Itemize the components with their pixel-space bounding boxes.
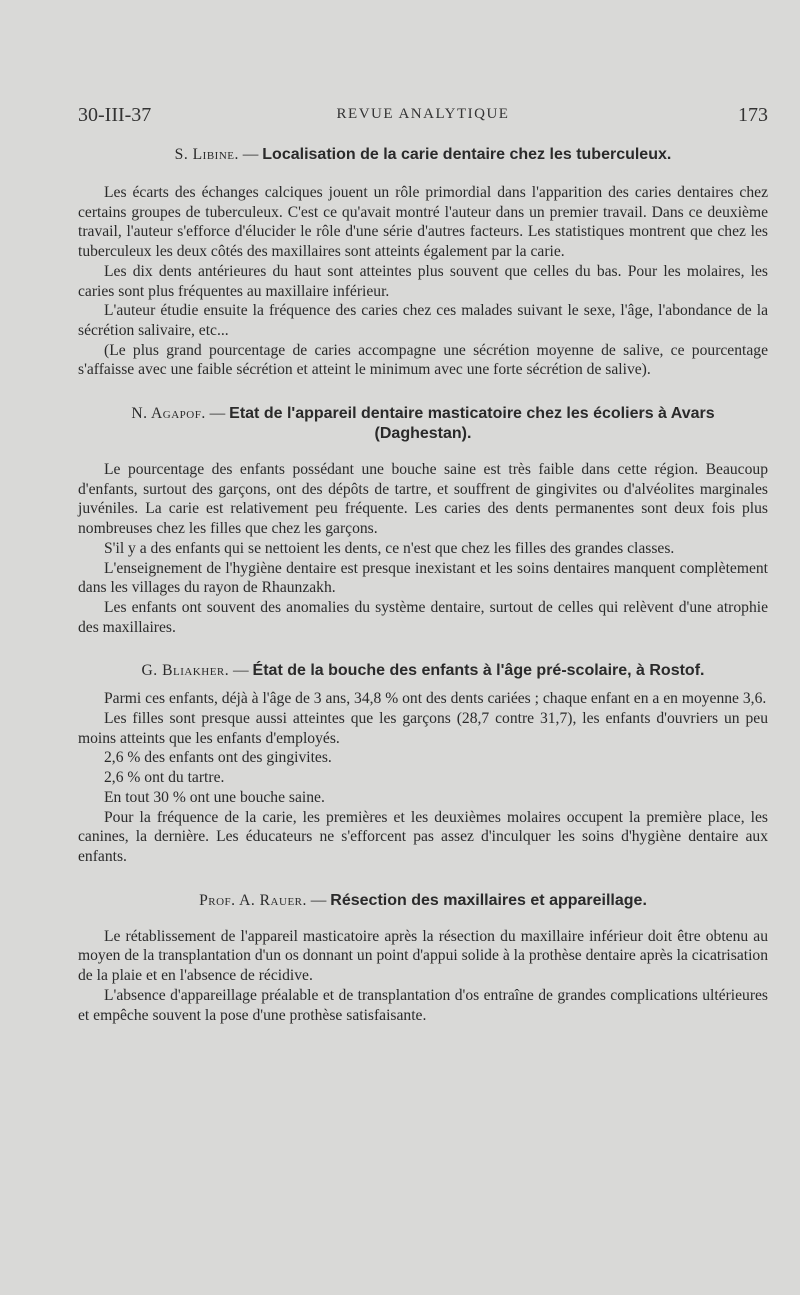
- entry-dash: —: [238, 146, 263, 163]
- page-body: [78, 145, 768, 1025]
- entry-dash: —: [306, 891, 331, 909]
- entry-paragraph: Les enfants ont souvent des anomalies du système dentaire, surtout de celles qui relèvent d'une atrophie des maxillaires.: [78, 598, 768, 636]
- entry-author: Prof. A. Rauer.: [199, 891, 307, 909]
- entry-dash: —: [205, 405, 230, 423]
- entry-paragraph: Le rétablissement de l'appareil masticatoire après la résection du maxillaire inférieur doit être obtenu au moyen de la transplantation d'un os donnant un point d'appui solide à la prothèse dentaire après la cicatrisation de la plaie et en l'absence de récidive.: [78, 927, 768, 985]
- entry-author: N. Agapof.: [131, 405, 206, 423]
- entry-heading: [78, 145, 768, 165]
- header-journal-title: REVUE ANALYTIQUE: [336, 106, 510, 122]
- entry-author: S. Libine.: [174, 146, 239, 163]
- header-page-number: 173: [738, 104, 768, 126]
- entry-author: G. Bliakher.: [141, 662, 230, 680]
- spacer: [78, 380, 768, 404]
- entry-paragraph: L'auteur étudie ensuite la fréquence des caries chez ces malades suivant le sexe, l'âge, l'abondance de la sécrétion salivaire, etc...: [78, 302, 768, 339]
- abstract-entry: [78, 891, 768, 1026]
- entry-paragraph: 2,6 % ont du tartre.: [104, 769, 225, 787]
- entry-paragraph: Les écarts des échanges calciques jouent un rôle primordial dans l'apparition des caries dentaires chez certains groupes de tuberculeux. C'est ce qu'avait montré l'auteur dans un premier travail. Dans ce deuxième travail, l'auteur s'efforce d'élucider le rôle d'une série d'autres facteurs. Les statistiques montrent que chez les tuberculeux les deux côtés des maxillaires sont atteints également par la carie.: [78, 184, 768, 261]
- entry-paragraph: Parmi ces enfants, déjà à l'âge de 3 ans, 34,8 % ont des dents cariées ; chaque enfant en a en moyenne 3,6.: [104, 690, 767, 708]
- entry-heading: [78, 661, 768, 681]
- entry-title: État de la bouche des enfants à l'âge pré-scolaire, à Rostof.: [252, 662, 705, 680]
- entry-paragraph: L'enseignement de l'hygiène dentaire est presque inexistant et les soins dentaires manquent complètement dans les villages du rayon de Rhaunzakh.: [78, 559, 768, 597]
- header-date: 30-III-37: [78, 104, 152, 126]
- entry-title: Localisation de la carie dentaire chez les tuberculeux.: [262, 146, 672, 163]
- entry-paragraph: Le pourcentage des enfants possédant une bouche saine est très faible dans cette région. Beaucoup d'enfants, surtout des garçons, ont des dépôts de tartre, et souffrent de gingivites ou d'alvéolites marginales juvéniles. La carie est relativement peu fréquente. Les caries des dents permanentes sont deux fois plus nombreuses chez les filles que chez les garçons.: [78, 461, 768, 538]
- entry-title: Etat de l'appareil dentaire masticatoire chez les écoliers à Avars (Daghestan).: [229, 405, 715, 443]
- spacer: [78, 867, 768, 891]
- spacer: [78, 637, 768, 661]
- entry-heading: [78, 891, 768, 911]
- entry-paragraph: S'il y a des enfants qui se nettoient les dents, ce n'est que chez les filles des grandes classes.: [104, 539, 675, 557]
- running-header: [78, 104, 768, 134]
- entry-paragraph: Les dix dents antérieures du haut sont atteintes plus souvent que celles du bas. Pour les molaires, les caries sont plus fréquentes au maxillaire inférieur.: [78, 262, 768, 300]
- entry-paragraph: (Le plus grand pourcentage de caries accompagne une sécrétion moyenne de salive, ce pourcentage s'affaisse avec une faible sécrétion et atteint le minimum avec une forte sécrétion de salive).: [78, 341, 768, 379]
- entry-paragraph: Pour la fréquence de la carie, les premières et les deuxièmes molaires occupent la première place, les canines, la dernière. Les éducateurs ne s'efforcent pas assez d'inculquer les soins d'hygiène dentaire aux enfants.: [78, 808, 768, 865]
- entry-heading: [78, 404, 768, 444]
- abstract-entry: [78, 404, 768, 637]
- abstract-entry: [78, 661, 768, 866]
- entry-title: Résection des maxillaires et appareillage.: [330, 891, 647, 909]
- entry-paragraph: Les filles sont presque aussi atteintes que les garçons (28,7 contre 31,7), les enfants d'ouvriers un peu moins atteints que les enfants d'employés.: [78, 710, 768, 747]
- entry-dash: —: [229, 662, 253, 680]
- entry-paragraph: En tout 30 % ont une bouche saine.: [104, 788, 325, 806]
- entry-paragraph: 2,6 % des enfants ont des gingivites.: [104, 749, 332, 767]
- abstract-entry: [78, 145, 768, 380]
- entry-paragraph: L'absence d'appareillage préalable et de transplantation d'os entraîne de grandes complications ultérieures et empêche souvent la pose d'une prothèse satisfaisante.: [78, 986, 768, 1024]
